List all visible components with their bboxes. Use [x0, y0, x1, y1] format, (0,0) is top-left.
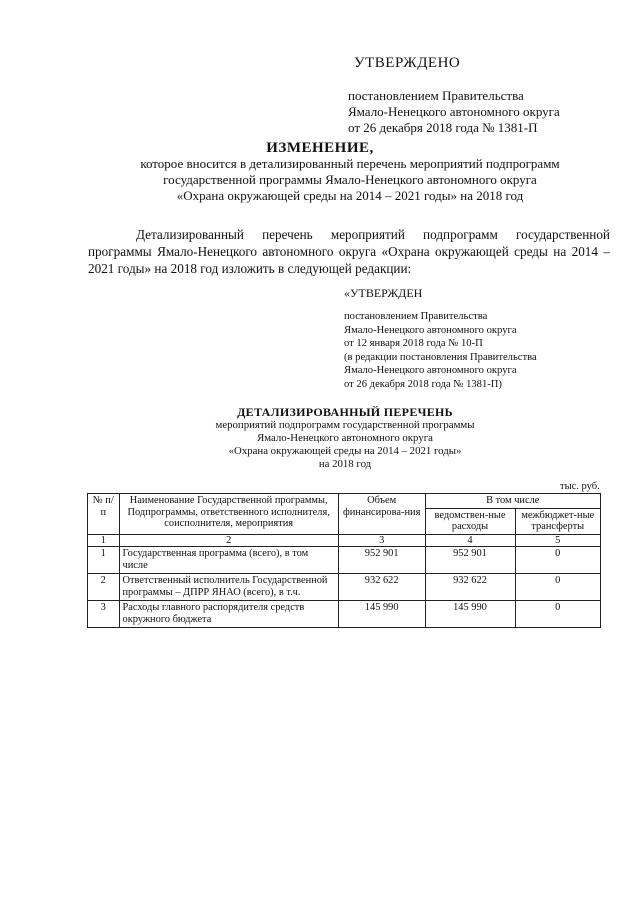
- change-subtitle-line: «Охрана окружающей среды на 2014 – 2021 годы» на 2018 год: [176, 188, 524, 203]
- approved-stamp-line: Ямало-Ненецкого автономного округа: [344, 324, 517, 336]
- column-number: 4: [425, 534, 515, 547]
- approval-line: Ямало-Ненецкого автономного округа: [348, 104, 560, 119]
- list-subtitle-line: «Охрана окружающей среды на 2014 – 2021 годы»: [228, 445, 462, 457]
- column-number: 2: [119, 534, 338, 547]
- list-heading: ДЕТАЛИЗИРОВАННЫЙ ПЕРЕЧЕНЬ: [237, 405, 453, 419]
- row-departmental: 932 622: [425, 574, 515, 601]
- row-num: 1: [88, 547, 120, 574]
- approved-stamp-block: [344, 310, 537, 391]
- change-subtitle-line: которое вносится в детализированный перечень мероприятий подпрограмм: [140, 156, 560, 171]
- row-name: Государственная программа (всего), в том числе: [119, 547, 338, 574]
- column-number-row: [88, 534, 601, 547]
- header-group: В том числе: [425, 494, 601, 509]
- table-row: [88, 601, 601, 628]
- approved-stamp-line: (в редакции постановления Правительства: [344, 351, 537, 363]
- approval-line: постановлением Правительства: [348, 88, 524, 103]
- row-volume: 932 622: [338, 574, 425, 601]
- row-departmental: 145 990: [425, 601, 515, 628]
- approval-block: [348, 88, 560, 136]
- change-heading: ИЗМЕНЕНИЕ,: [266, 140, 374, 156]
- row-transfers: 0: [515, 601, 601, 628]
- units-label: тыс. руб.: [560, 481, 600, 492]
- approved-stamp-line: от 26 декабря 2018 года № 1381-П): [344, 378, 502, 390]
- list-subtitle-line: мероприятий подпрограмм государственной программы: [215, 419, 475, 431]
- approval-title: УТВЕРЖДЕНО: [354, 55, 461, 71]
- row-num: 2: [88, 574, 120, 601]
- row-departmental: 952 901: [425, 547, 515, 574]
- row-volume: 952 901: [338, 547, 425, 574]
- approved-stamp-line: от 12 января 2018 года № 10-П: [344, 338, 483, 349]
- approved-stamp-line: постановлением Правительства: [344, 311, 488, 322]
- header-volume: Объем финансирова-ния: [338, 494, 425, 535]
- row-volume: 145 990: [338, 601, 425, 628]
- approved-stamp-title: «УТВЕРЖДЕН: [344, 286, 423, 300]
- change-subtitle: [60, 156, 640, 204]
- body-paragraph: [88, 226, 610, 277]
- list-subtitle-line: Ямало-Ненецкого автономного округа: [257, 432, 433, 444]
- approval-line: от 26 декабря 2018 года № 1381-П: [348, 120, 538, 135]
- approved-stamp-line: Ямало-Ненецкого автономного округа: [344, 365, 517, 376]
- header-transfers: межбюджет-ные трансферты: [515, 508, 601, 534]
- list-subtitle-line: на 2018 год: [318, 458, 372, 470]
- row-name: Расходы главного распорядителя средств окружного бюджета: [119, 601, 338, 628]
- table-row: [88, 574, 601, 601]
- header-departmental: ведомствен-ные расходы: [425, 508, 515, 534]
- change-subtitle-line: государственной программы Ямало-Ненецкого автономного округа: [163, 172, 537, 187]
- header-name: Наименование Государственной программы, Подпрограммы, ответственного исполнителя, соисполнителя, мероприятия: [119, 494, 338, 535]
- table-row: [88, 547, 601, 574]
- body-paragraph-text: Детализированный перечень мероприятий подпрограмм государственной программы Ямало-Ненецкого автономного округа «Охрана окружающей среды на 2014 – 2021 годы» на 2018 год изложить в следующей редакции:: [88, 227, 610, 276]
- column-number: 5: [515, 534, 601, 547]
- table-header-row: [88, 494, 601, 509]
- row-num: 3: [88, 601, 120, 628]
- column-number: 3: [338, 534, 425, 547]
- financing-table: [87, 493, 601, 628]
- row-transfers: 0: [515, 574, 601, 601]
- column-number: 1: [88, 534, 120, 547]
- row-name: Ответственный исполнитель Государственной программы – ДПРР ЯНАО (всего), в т.ч.: [119, 574, 338, 601]
- row-transfers: 0: [515, 547, 601, 574]
- list-subtitle: [170, 419, 520, 471]
- header-num: № п/п: [88, 494, 120, 535]
